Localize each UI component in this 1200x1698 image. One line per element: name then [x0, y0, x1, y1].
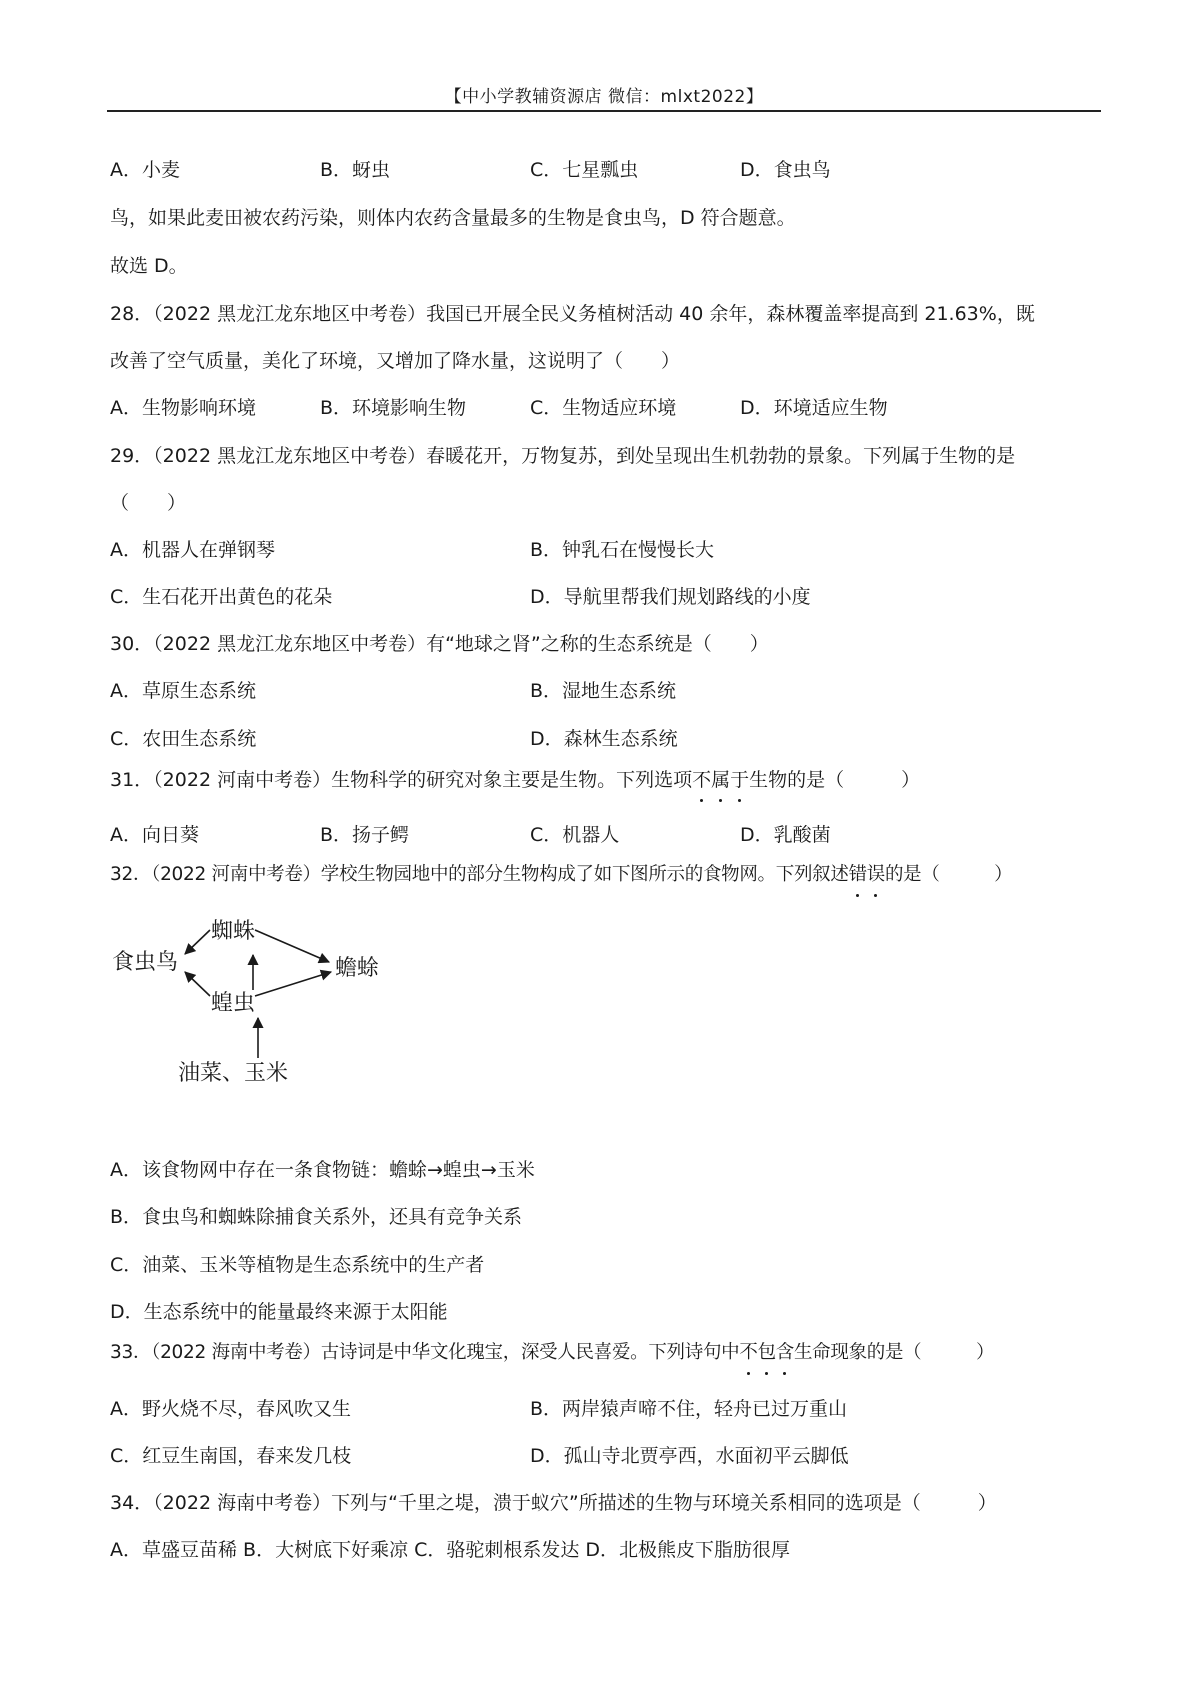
q28-stem-line1: 28．（2022 黑龙江龙东地区中考卷）我国已开展全民义务植树活动 40 余年，森林覆盖率提高到 21.63%，既: [110, 303, 1035, 325]
arrow-locust-to-bird: [185, 972, 210, 996]
q32-emphasis-char: 误: [867, 862, 885, 888]
q33-stem-tail: 生命现象的是（ ）: [793, 1342, 995, 1363]
q30-option-b: B．湿地生态系统: [530, 680, 677, 702]
q34-stem: 34．（2022 海南中考卷）下列与“千里之堤，溃于蚁穴”所描述的生物与环境关系相同的选项是（ ）: [110, 1492, 997, 1514]
q33-option-d: D．孤山寺北贾亭西，水面初平云脚低: [530, 1445, 849, 1467]
q31-emphasis-char: 不: [692, 769, 712, 791]
q32-emphasis-char: 错: [849, 862, 867, 888]
q33-stem-text: 33．（2022 海南中考卷）古诗词是中华文化瑰宝，深受人民喜爱。下列诗句中: [110, 1342, 740, 1363]
q31-stem: [110, 767, 920, 793]
q32-option-c: C．油菜、玉米等植物是生态系统中的生产者: [110, 1254, 485, 1276]
q29-stem-line2: （ ）: [110, 492, 187, 514]
q33-emphasis-char: 含: [776, 1340, 794, 1366]
q30-option-a: A．草原生态系统: [110, 680, 256, 702]
q31-option-d: D．乳酸菌: [740, 824, 831, 846]
q32-option-d: D．生态系统中的能量最终来源于太阳能: [110, 1301, 448, 1323]
arrow-spider-to-bird: [185, 930, 210, 954]
q32-stem-text: 32．（2022 河南中考卷）学校生物园地中的部分生物构成了如下图所示的食物网。下列叙述: [110, 864, 849, 885]
q32-option-b: B．食虫鸟和蜘蛛除捕食关系外，还具有竞争关系: [110, 1206, 523, 1228]
q30-option-d: D．森林生态系统: [530, 728, 678, 750]
q29-stem-line1: 29．（2022 黑龙江龙东地区中考卷）春暖花开，万物复苏，到处呈现出生机勃勃的景象。下列属于生物的是: [110, 445, 1016, 467]
q27-answer: 故选 D。: [110, 255, 188, 277]
q31-emphasis-char: 于: [730, 769, 750, 791]
q29-option-d: D．导航里帮我们规划路线的小度: [530, 586, 811, 608]
q28-option-c: C．生物适应环境: [530, 397, 677, 419]
q30-option-c: C．农田生态系统: [110, 728, 257, 750]
q28-option-d: D．环境适应生物: [740, 397, 888, 419]
q32-stem-tail: 的是（ ）: [884, 864, 1013, 885]
q30-stem: 30．（2022 黑龙江龙东地区中考卷）有“地球之肾”之称的生态系统是（ ）: [110, 633, 769, 655]
q31-stem-tail: 生物的是（ ）: [749, 769, 921, 791]
food-web-node-toad: 蟾蜍: [334, 956, 380, 981]
q32-option-a: A．该食物网中存在一条食物链：蟾蜍→蝗虫→玉米: [110, 1159, 535, 1181]
food-web-node-bird: 食虫鸟: [111, 950, 179, 975]
q28-stem-line2: 改善了空气质量，美化了环境，又增加了降水量，这说明了（ ）: [110, 350, 681, 372]
q27-option-c: C．七星瓢虫: [530, 159, 639, 181]
q31-emphasis-char: 属: [711, 769, 731, 791]
q28-option-b: B．环境影响生物: [320, 397, 467, 419]
q33-stem: [110, 1340, 994, 1366]
q27-option-b: B．蚜虫: [320, 159, 391, 181]
q29-option-c: C．生石花开出黄色的花朵: [110, 586, 333, 608]
q33-option-b: B．两岸猿声啼不住，轻舟已过万重山: [530, 1398, 848, 1420]
q34-options: A．草盛豆苗稀 B．大树底下好乘凉 C．骆驼刺根系发达 D．北极熊皮下脂肪很厚: [110, 1539, 791, 1561]
q29-option-b: B．钟乳石在慢慢长大: [530, 539, 715, 561]
arrow-spider-to-toad: [255, 930, 329, 962]
q32-stem: [110, 862, 1012, 888]
food-web-diagram: [105, 900, 405, 1100]
food-web-node-locust: 蝗虫: [210, 991, 256, 1016]
q29-option-a: A．机器人在弹钢琴: [110, 539, 275, 561]
q33-option-c: C．红豆生南国，春来发几枝: [110, 1445, 352, 1467]
q27-option-a: A．小麦: [110, 159, 180, 181]
food-web-node-spider: 蜘蛛: [210, 919, 256, 944]
header-rule: [107, 110, 1101, 112]
q33-option-a: A．野火烧不尽，春风吹又生: [110, 1398, 351, 1420]
q28-option-a: A．生物影响环境: [110, 397, 256, 419]
q33-emphasis-char: 不: [739, 1340, 757, 1366]
q27-option-d: D．食虫鸟: [740, 159, 831, 181]
q31-option-a: A．向日葵: [110, 824, 199, 846]
q31-option-b: B．扬子鳄: [320, 824, 410, 846]
arrow-locust-to-toad: [255, 972, 331, 996]
q27-analysis: 鸟，如果此麦田被农药污染，则体内农药含量最多的生物是食虫鸟，D 符合题意。: [110, 207, 796, 229]
page-header: 【中小学教辅资源店 微信：mlxt2022】: [444, 87, 764, 107]
q31-stem-text: 31．（2022 河南中考卷）生物科学的研究对象主要是生物。下列选项: [110, 769, 693, 791]
food-web-node-plants: 油菜、玉米: [177, 1061, 289, 1086]
q31-option-c: C．机器人: [530, 824, 620, 846]
q33-emphasis-char: 包: [758, 1340, 776, 1366]
